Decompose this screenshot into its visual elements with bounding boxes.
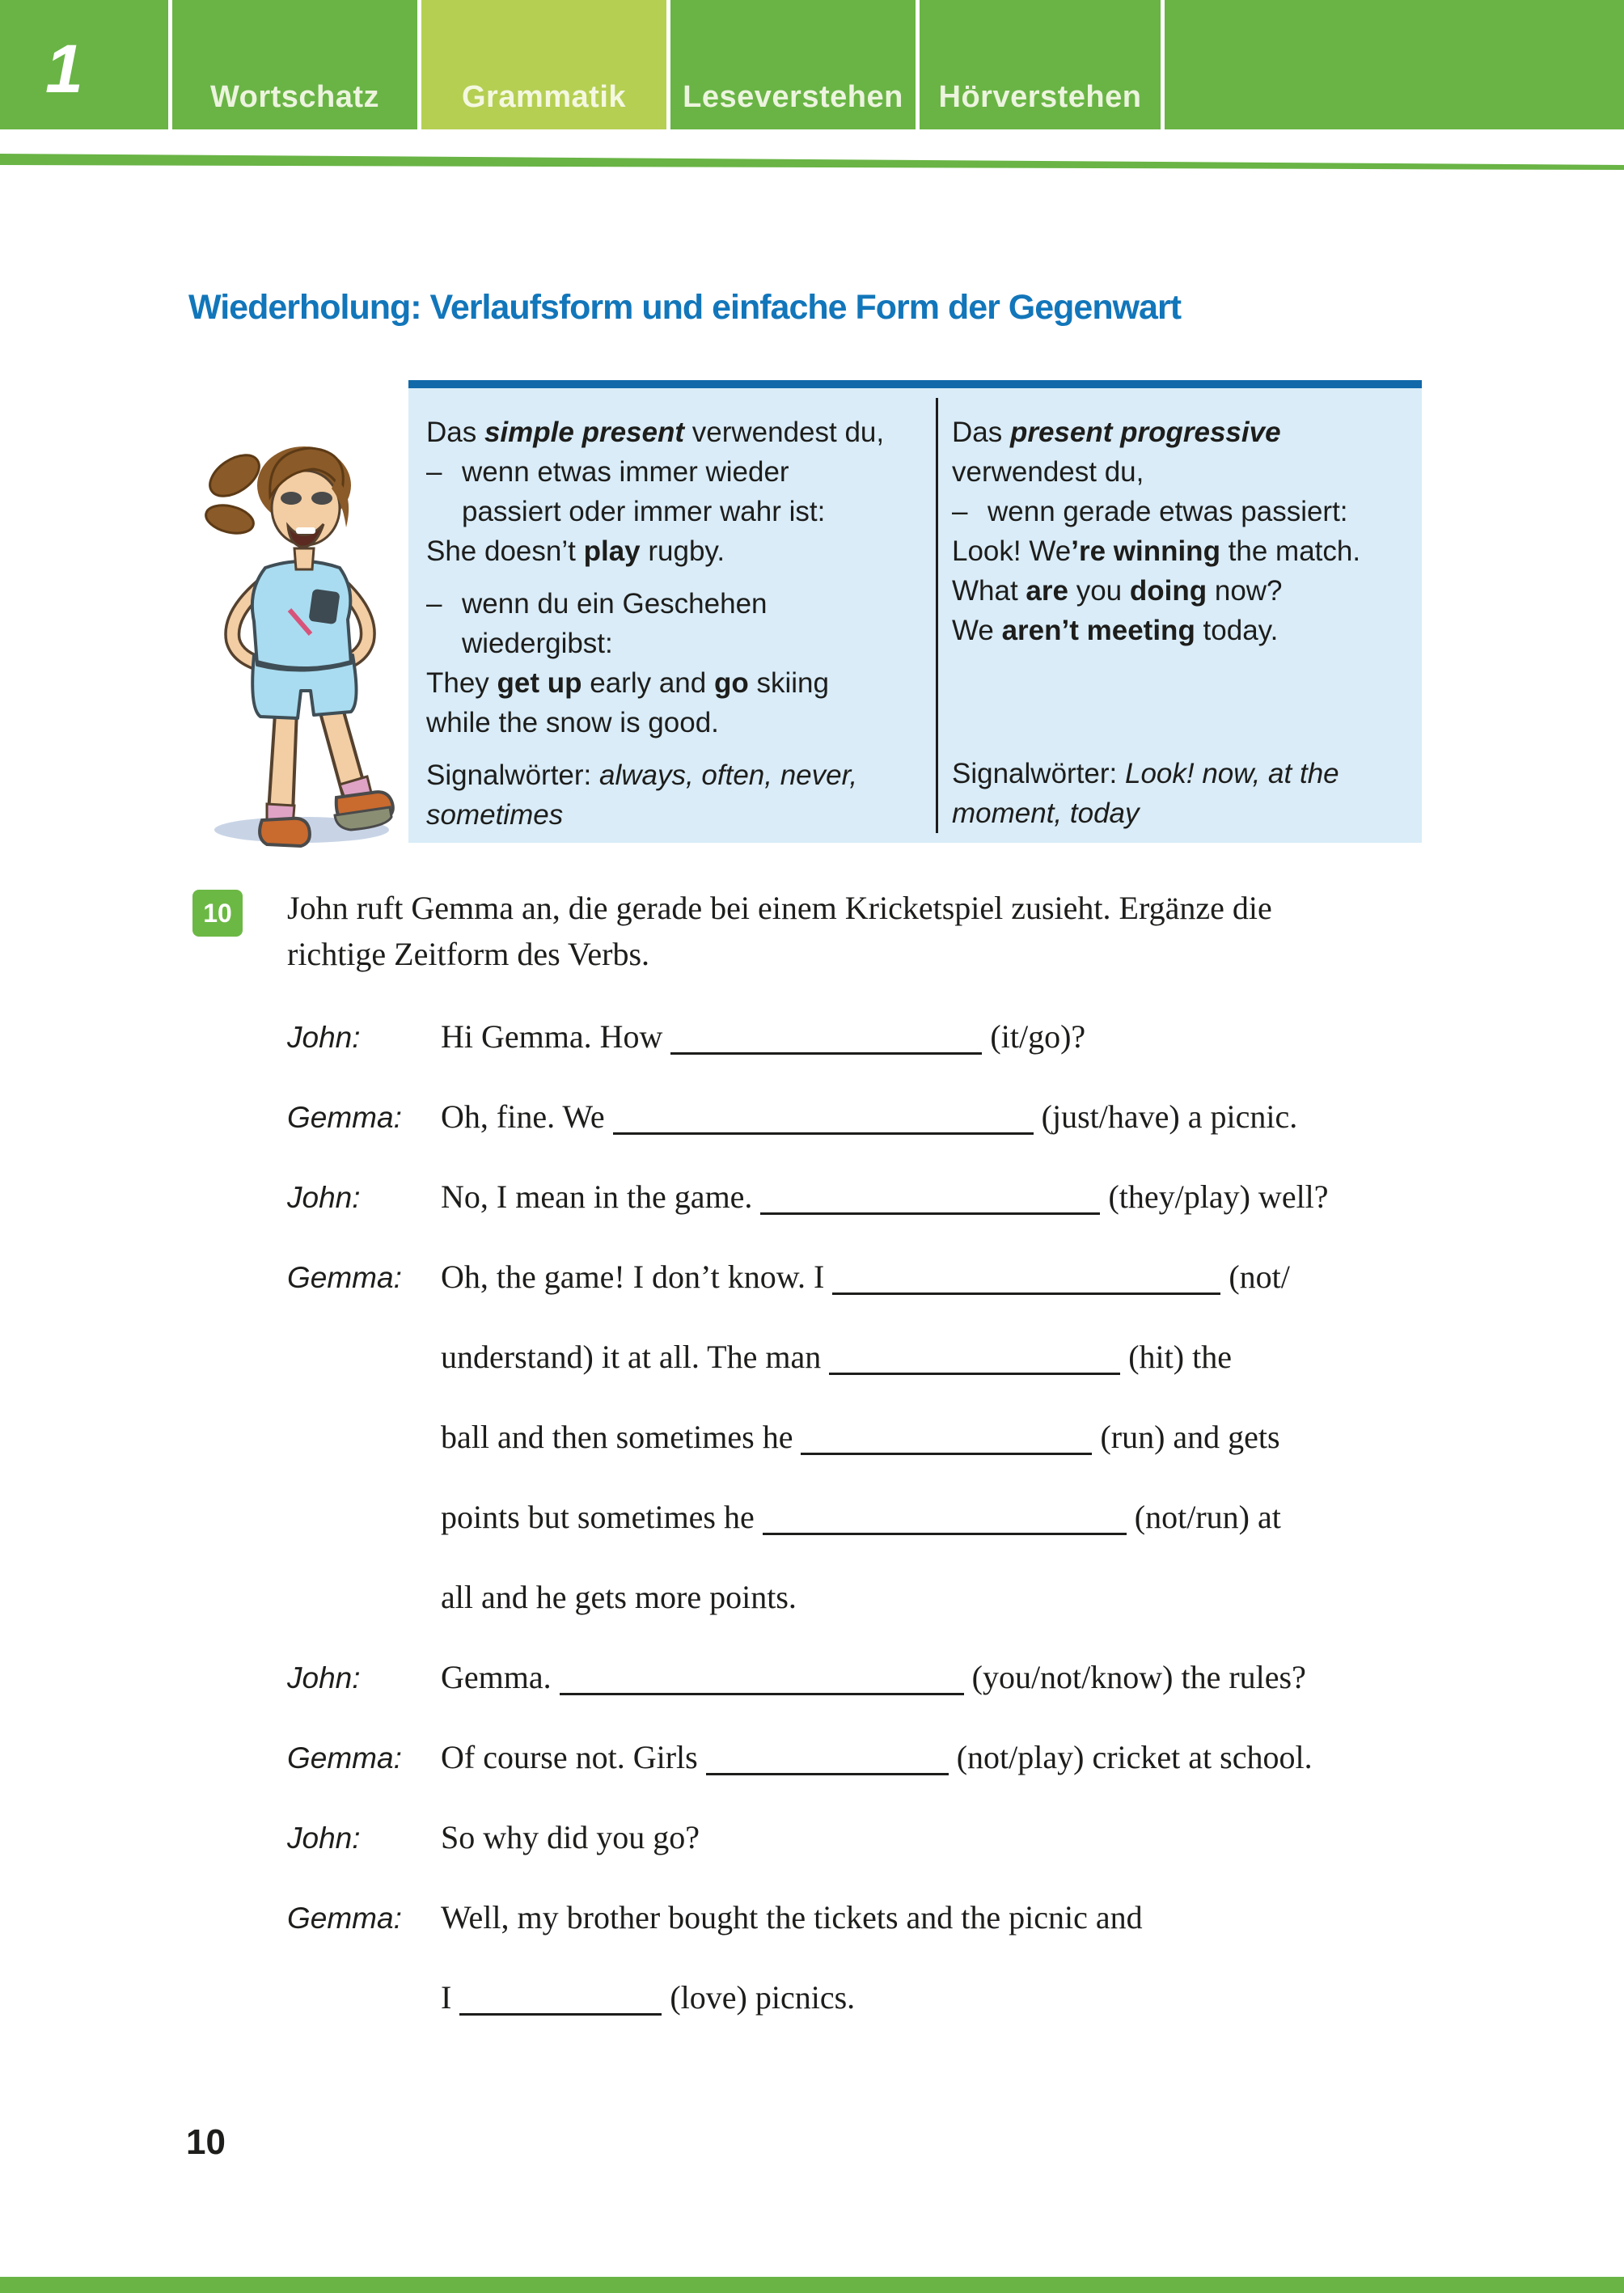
bullet-dash: – <box>952 496 968 527</box>
text-run: Signalwörter: <box>426 759 599 791</box>
header-bar <box>0 0 1624 129</box>
text-run: Das <box>426 417 484 448</box>
infobox-line <box>426 531 916 571</box>
answer-blank <box>801 1428 1092 1455</box>
exercise-instruction <box>287 885 1468 977</box>
answer-blank <box>832 1268 1220 1295</box>
text-run: aren’t meeting <box>1001 615 1195 646</box>
dialogue-line <box>287 1817 1549 1897</box>
text-run: while the snow is good. <box>426 707 719 738</box>
text-run: always, often, never, <box>598 759 858 791</box>
infobox-line <box>426 492 916 531</box>
text-run: (not/run) at <box>1126 1499 1281 1535</box>
dialogue-text <box>441 1576 1549 1618</box>
infobox-column-present-progressive <box>952 412 1409 833</box>
text-run: (not/play) cricket at school. <box>948 1739 1313 1775</box>
infobox-line <box>426 412 916 452</box>
dialogue-line <box>287 1656 1549 1737</box>
infobox-divider <box>936 398 938 833</box>
infobox-line <box>426 584 916 624</box>
footer-bar <box>0 2277 1624 2293</box>
infobox-line <box>952 611 1409 650</box>
text-run: Hi Gemma. How <box>441 1018 671 1055</box>
dialogue-text <box>441 1016 1549 1058</box>
answer-blank <box>706 1749 949 1775</box>
tab-hörverstehen: Hörverstehen <box>916 0 1165 129</box>
dialogue-line <box>287 1096 1549 1176</box>
infobox-line <box>952 531 1409 571</box>
page-title: Wiederholung: Verlaufsform und einfache Form der Gegenwart <box>188 288 1182 327</box>
speaker-label: John: <box>287 1021 361 1054</box>
text-run: (they/play) well? <box>1100 1178 1329 1215</box>
speaker-label: Gemma: <box>287 1902 402 1935</box>
dialogue-text <box>441 1096 1549 1138</box>
dialogue-text <box>441 1656 1549 1699</box>
text-run: They <box>426 667 497 699</box>
answer-blank <box>613 1108 1034 1135</box>
answer-blank <box>560 1669 964 1695</box>
infobox-line <box>952 754 1409 793</box>
text-run: So why did you go? <box>441 1819 700 1855</box>
text-run: rugby. <box>640 535 725 567</box>
text-run: (run) and gets <box>1092 1419 1280 1455</box>
text-run: points but sometimes he <box>441 1499 763 1535</box>
infobox-line <box>426 703 916 742</box>
dialogue-text <box>441 1817 1549 1859</box>
dialogue-line <box>287 1416 1549 1496</box>
speaker-label: John: <box>287 1181 361 1214</box>
text-run: wenn du ein Geschehen <box>462 588 768 620</box>
dialogue-text <box>441 1176 1549 1218</box>
tab-grammatik: Grammatik <box>417 0 666 129</box>
text-run: all and he gets more points. <box>441 1579 797 1615</box>
text-run: passiert oder immer wahr ist: <box>462 496 826 527</box>
text-run: skiing <box>748 667 829 699</box>
dialogue-line <box>287 1336 1549 1416</box>
text-run: Look! now, at the <box>1124 758 1339 789</box>
dialogue <box>287 1016 1549 2057</box>
tab-leseverstehen: Leseverstehen <box>666 0 916 129</box>
text-run: (hit) the <box>1120 1339 1232 1375</box>
text-run: simple present <box>484 417 685 448</box>
text-run: understand) it at all. The man <box>441 1339 830 1375</box>
header-fill <box>1165 0 1624 129</box>
speaker-label: John: <box>287 1821 361 1855</box>
instruction-line: John ruft Gemma an, die gerade bei einem Kricketspiel zusieht. Ergänze die <box>287 890 1272 926</box>
text-run: ball and then sometimes he <box>441 1419 801 1455</box>
dialogue-line <box>287 1016 1549 1096</box>
tab-wortschatz: Wortschatz <box>168 0 417 129</box>
infobox-line <box>426 452 916 492</box>
text-run: Oh, the game! I don’t know. I <box>441 1259 833 1295</box>
dialogue-line <box>287 1977 1549 2057</box>
header-tabs <box>168 0 1165 129</box>
bullet-dash: – <box>426 588 442 620</box>
answer-blank <box>760 1188 1100 1215</box>
text-run: What <box>952 575 1026 607</box>
speaker-label: John: <box>287 1661 361 1694</box>
bullet-dash: – <box>426 456 442 488</box>
dialogue-line <box>287 1176 1549 1256</box>
answer-blank <box>459 1989 662 2016</box>
infobox-column-simple-present <box>426 412 916 835</box>
text-run: Signalwörter: <box>952 758 1125 789</box>
text-run: moment, today <box>952 797 1140 829</box>
text-run: wenn gerade etwas passiert: <box>988 496 1348 527</box>
text-run: She doesn’t <box>426 535 584 567</box>
speaker-label: Gemma: <box>287 1741 402 1775</box>
answer-blank <box>763 1508 1127 1535</box>
text-run: sometimes <box>426 799 564 831</box>
text-run: ’re winning <box>1071 535 1220 567</box>
text-run: Look! We <box>952 535 1072 567</box>
text-run: (love) picnics. <box>662 1979 856 2016</box>
infobox-line <box>952 452 1409 492</box>
infobox-line <box>426 795 916 835</box>
infobox-line <box>952 571 1409 611</box>
instruction-line: richtige Zeitform des Verbs. <box>287 936 650 972</box>
dialogue-line <box>287 1897 1549 1977</box>
text-run: Well, my brother bought the tickets and the picnic and <box>441 1899 1143 1936</box>
text-run: are <box>1026 575 1068 607</box>
dialogue-text <box>441 1416 1549 1458</box>
text-run: now? <box>1207 575 1283 607</box>
text-run: Das <box>952 417 1010 448</box>
dialogue-text <box>441 1977 1549 2019</box>
dialogue-text <box>441 1737 1549 1779</box>
dialogue-text <box>441 1496 1549 1538</box>
text-run: verwendest du, <box>684 417 885 448</box>
text-run: today. <box>1195 615 1279 646</box>
text-run: We <box>952 615 1002 646</box>
text-run: Oh, fine. We <box>441 1098 613 1135</box>
unit-number: 1 <box>45 30 83 107</box>
text-run: wenn etwas immer wieder <box>462 456 789 488</box>
speaker-label: Gemma: <box>287 1261 402 1294</box>
text-run: the match. <box>1220 535 1361 567</box>
text-run: doing <box>1129 575 1207 607</box>
dialogue-line <box>287 1256 1549 1336</box>
dialogue-line <box>287 1576 1549 1656</box>
dialogue-text <box>441 1256 1549 1298</box>
infobox-line <box>426 624 916 663</box>
text-run: verwendest du, <box>952 456 1144 488</box>
answer-blank <box>829 1348 1120 1375</box>
text-run: early and <box>582 667 714 699</box>
decorative-wedge <box>0 152 1624 180</box>
infobox-line <box>952 492 1409 531</box>
answer-blank <box>670 1028 982 1055</box>
text-run: present progressive <box>1009 417 1281 448</box>
text-run: Of course not. Girls <box>441 1739 706 1775</box>
grammar-infobox <box>408 380 1422 843</box>
text-run: Gemma. <box>441 1659 560 1695</box>
text-run: I <box>441 1979 460 2016</box>
girl-illustration <box>192 398 407 851</box>
text-run: (it/go)? <box>982 1018 1086 1055</box>
text-run: go <box>713 667 749 699</box>
text-run: you <box>1068 575 1130 607</box>
infobox-line <box>426 663 916 703</box>
exercise-number-badge: 10 <box>192 890 243 937</box>
text-run: get up <box>497 667 582 699</box>
text-run: No, I mean in the game. <box>441 1178 761 1215</box>
speaker-label: Gemma: <box>287 1101 402 1134</box>
dialogue-text <box>441 1897 1549 1939</box>
text-run: play <box>583 535 641 567</box>
page-number: 10 <box>186 2122 226 2162</box>
infobox-line <box>952 412 1409 452</box>
infobox-line <box>426 755 916 795</box>
text-run: (you/not/know) the rules? <box>963 1659 1306 1695</box>
text-run: (not/ <box>1220 1259 1290 1295</box>
dialogue-text <box>441 1336 1549 1378</box>
dialogue-line <box>287 1737 1549 1817</box>
infobox-line <box>952 793 1409 833</box>
text-run: (just/have) a picnic. <box>1033 1098 1298 1135</box>
dialogue-line <box>287 1496 1549 1576</box>
text-run: wiedergibst: <box>462 628 613 659</box>
